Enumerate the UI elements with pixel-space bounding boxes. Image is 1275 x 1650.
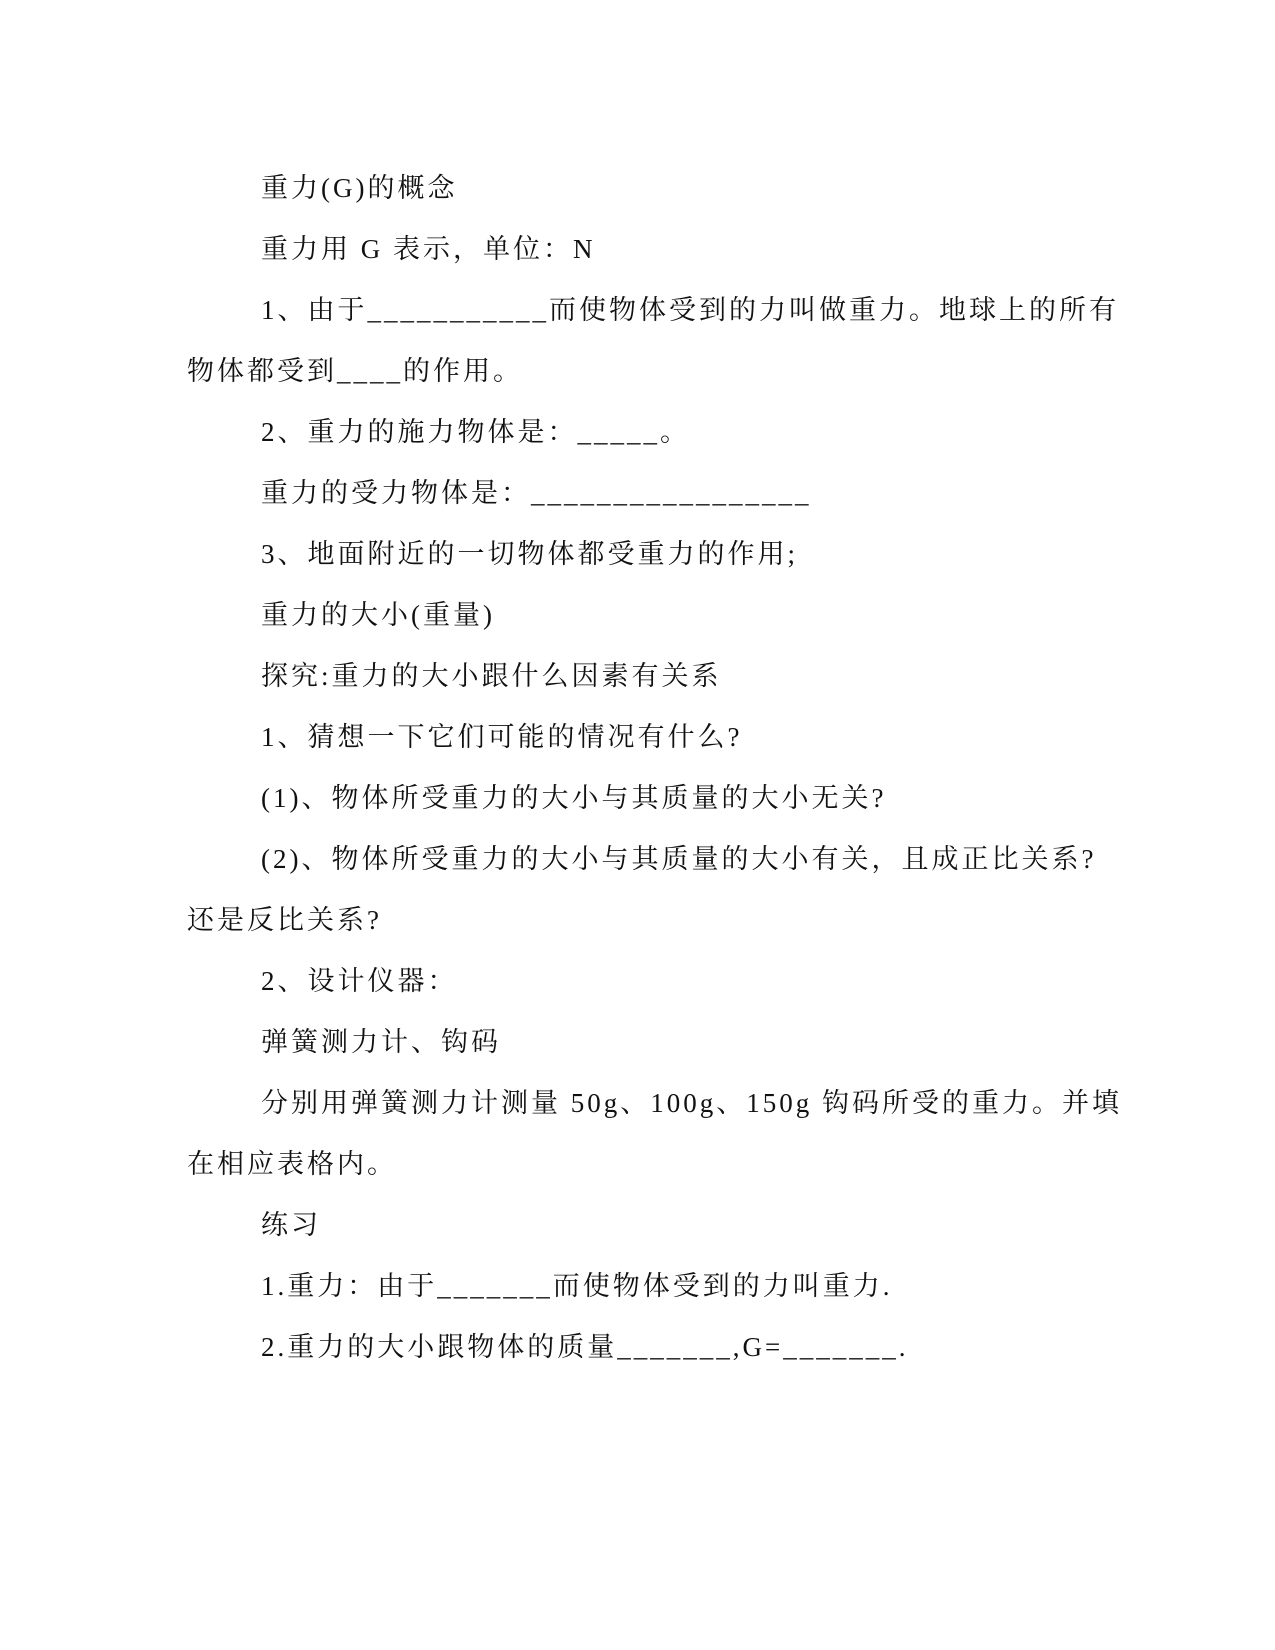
measurement-instruction-line-1: 分别用弹簧测力计测量 50g、100g、150g 钩码所受的重力。并填: [261, 1088, 1122, 1118]
design-instruments: 2、设计仪器：: [261, 966, 458, 996]
heading-gravity-concept: 重力(G)的概念: [261, 173, 458, 203]
inquiry-title: 探究:重力的大小跟什么因素有关系: [261, 661, 722, 691]
statement-3: 3、地面附近的一切物体都受重力的作用;: [261, 539, 799, 569]
gravity-symbol-unit: 重力用 G 表示，单位：N: [261, 234, 596, 264]
exercise-2: 2.重力的大小跟物体的质量_______,G=_______.: [261, 1332, 909, 1362]
measurement-instruction-line-2: 在相应表格内。: [187, 1149, 397, 1179]
question-1-line-2: 物体都受到____的作用。: [187, 356, 523, 386]
question-2: 2、重力的施力物体是：_____。: [261, 417, 690, 447]
instrument-list: 弹簧测力计、钩码: [261, 1027, 501, 1057]
guess-option-1: (1)、物体所受重力的大小与其质量的大小无关?: [261, 783, 887, 813]
question-2-receiver: 重力的受力物体是：_________________: [261, 478, 812, 508]
heading-exercise: 练习: [261, 1210, 321, 1240]
guess-option-2-line-2: 还是反比关系?: [187, 905, 382, 935]
exercise-1: 1.重力：由于_______而使物体受到的力叫重力.: [261, 1271, 893, 1301]
question-1-line-1: 1、由于___________而使物体受到的力叫做重力。地球上的所有: [261, 295, 1119, 325]
guess-option-2-line-1: (2)、物体所受重力的大小与其质量的大小有关，且成正比关系?: [261, 844, 1097, 874]
document-body: [187, 158, 1122, 1378]
heading-gravity-magnitude: 重力的大小(重量): [261, 600, 495, 630]
guess-question: 1、猜想一下它们可能的情况有什么?: [261, 722, 743, 752]
